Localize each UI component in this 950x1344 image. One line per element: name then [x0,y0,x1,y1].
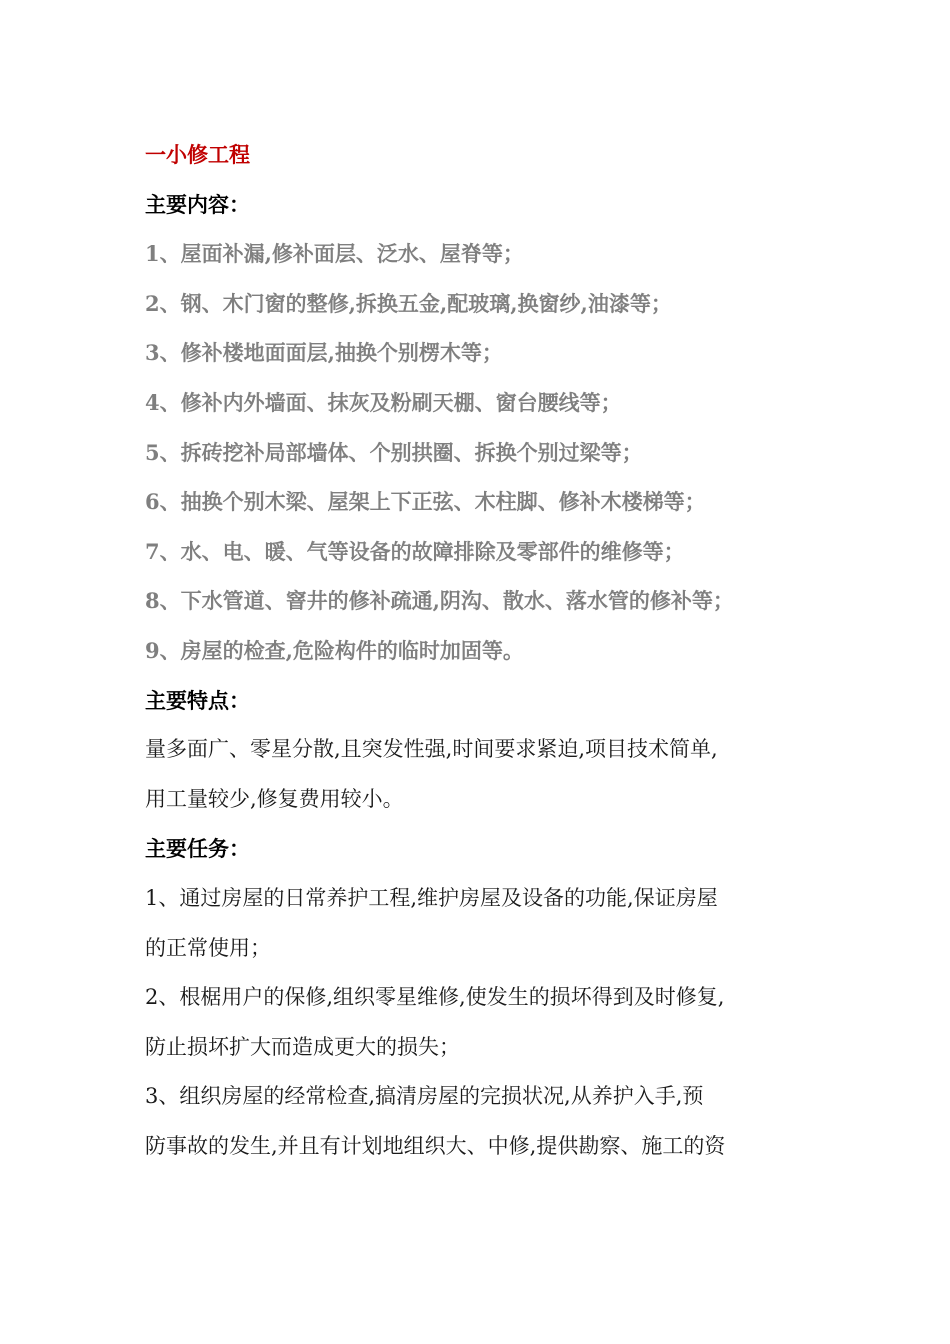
features-paragraph [145,725,805,824]
tasks-line: 防止损坏扩大而造成更大的损失； [145,1034,460,1059]
content-item: 6、抽换个别木梁、屋架上下正弦、木柱脚、修补木楼梯等； [145,489,706,515]
content-list [145,229,805,675]
content-item: 5、拆砖挖补局部墙体、个别拱圈、拆换个别过梁等； [145,439,643,465]
tasks-line: 3、组织房屋的经常检查,搞清房屋的完损状况,从养护入手,预 [145,1084,704,1109]
features-line: 量多面广、零星分散,且突发性强,时间要求紧迫,项目技术简单, [145,737,718,762]
content-item: 1、屋面补漏,修补面层、泛水、屋脊等； [145,241,524,267]
features-line: 用工量较少,修复费用较小。 [145,786,404,811]
document-page [145,130,805,1171]
tasks-line: 1、通过房屋的日常养护工程,维护房屋及设备的功能,保证房屋 [145,885,718,910]
features-heading: 主要特点： [145,687,250,713]
content-item: 7、水、电、暖、气等设备的故障排除及零部件的维修等； [145,538,685,564]
tasks-line: 的正常使用； [145,935,271,960]
content-item: 2、钢、木门窗的整修,拆换五金,配玻璃,换窗纱,油漆等； [145,290,672,316]
content-item: 3、修补楼地面面层,抽换个别楞木等； [145,340,503,366]
tasks-paragraph [145,874,805,1172]
content-item: 4、修补内外墙面、抹灰及粉刷天棚、窗台腰线等； [145,389,622,415]
content-item: 9、房屋的检查,危险构件的临时加固等。 [145,637,524,663]
document-title: 一小修工程 [145,142,250,167]
tasks-line: 2、根椐用户的保修,组织零星维修,使发生的损坏得到及时修复, [145,985,725,1010]
content-item: 8、下水管道、窨井的修补疏通,阴沟、散水、落水管的修补等； [145,588,734,614]
content-heading: 主要内容： [145,191,250,217]
tasks-line: 防事故的发生,并且有计划地组织大、中修,提供勘察、施工的资 [145,1133,726,1158]
tasks-heading: 主要任务： [145,836,250,862]
